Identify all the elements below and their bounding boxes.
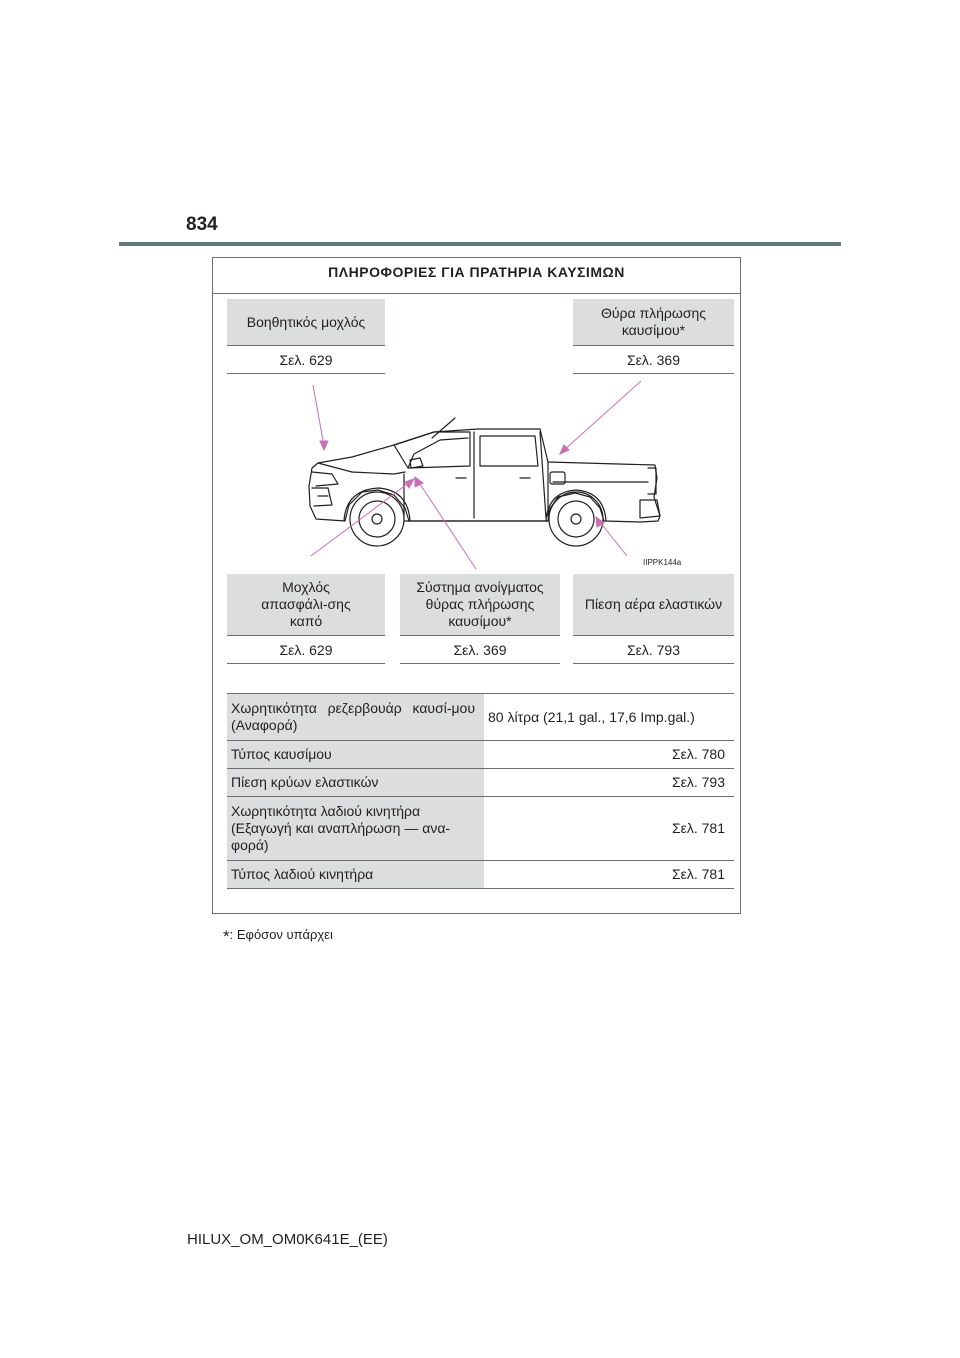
spec-label-fuel-capacity: Χωρητικότητα ρεζερβουάρ καυσί-μου (Αναφορά) [227, 694, 484, 741]
spec-value-oil-type: Σελ. 781 [484, 861, 734, 889]
spec-value-oil-capacity: Σελ. 781 [484, 797, 734, 861]
spec-label-fuel-type: Τύπος καυσίμου [227, 741, 484, 769]
callout-tire-pressure-label: Πίεση αέρα ελαστικών [584, 596, 723, 612]
spec-label-oil-type: Τύπος λαδιού κινητήρα [227, 861, 484, 889]
callout-hood-aux-latch-label: Βοηθητικός μοχλός [246, 313, 366, 330]
spec-value-cold-tire-pressure: Σελ. 793 [484, 769, 734, 797]
illustration-code: IIPPK144a [643, 558, 682, 567]
callout-fuel-door-opener-page: Σελ. 369 [400, 637, 560, 664]
spec-value-fuel-type: Σελ. 780 [484, 741, 734, 769]
footnote [223, 927, 333, 947]
fuel-spec-table [227, 693, 734, 889]
callout-hood-lock-release-page: Σελ. 629 [227, 637, 385, 664]
table-row [227, 861, 734, 889]
table-row [227, 797, 734, 861]
callout-fuel-door-opener-label: Σύστημα ανοίγματος θύρας πλήρωσης καυσίμου* [416, 579, 544, 629]
spec-label-oil-capacity: Χωρητικότητα λαδιού κινητήρα (Εξαγωγή και αναπλήρωση — ανα-φορά) [227, 797, 484, 861]
spec-value-fuel-capacity: 80 λίτρα (21,1 gal., 17,6 Imp.gal.) [484, 694, 734, 741]
table-row [227, 769, 734, 797]
callout-tire-pressure [573, 574, 734, 636]
callout-hood-lock-release-label: Μοχλός απασφάλι-σης καπό [261, 579, 351, 629]
panel-title: ΠΛΗΡΟΦΟΡΙΕΣ ΓΙΑ ΠΡΑΤΗΡΙΑ ΚΑΥΣΙΜΩΝ [328, 264, 625, 280]
callout-fuel-door-label: Θύρα πλήρωσης καυσίμου* [600, 305, 706, 338]
callout-fuel-door-page: Σελ. 369 [573, 347, 734, 374]
footnote-text: : Εφόσον υπάρχει [229, 927, 333, 942]
document-code: HILUX_OM_OM0K641E_(EE) [187, 1231, 388, 1248]
callout-tire-pressure-page: Σελ. 793 [573, 637, 734, 664]
page-number: 834 [186, 214, 218, 235]
spec-label-cold-tire-pressure: Πίεση κρύων ελαστικών [227, 769, 484, 797]
callout-hood-aux-latch-page: Σελ. 629 [227, 347, 385, 374]
footnote-marker: * [223, 927, 230, 946]
callout-hood-lock-release [227, 574, 385, 636]
callout-fuel-door-opener [400, 574, 560, 636]
table-row [227, 741, 734, 769]
table-row [227, 694, 734, 741]
